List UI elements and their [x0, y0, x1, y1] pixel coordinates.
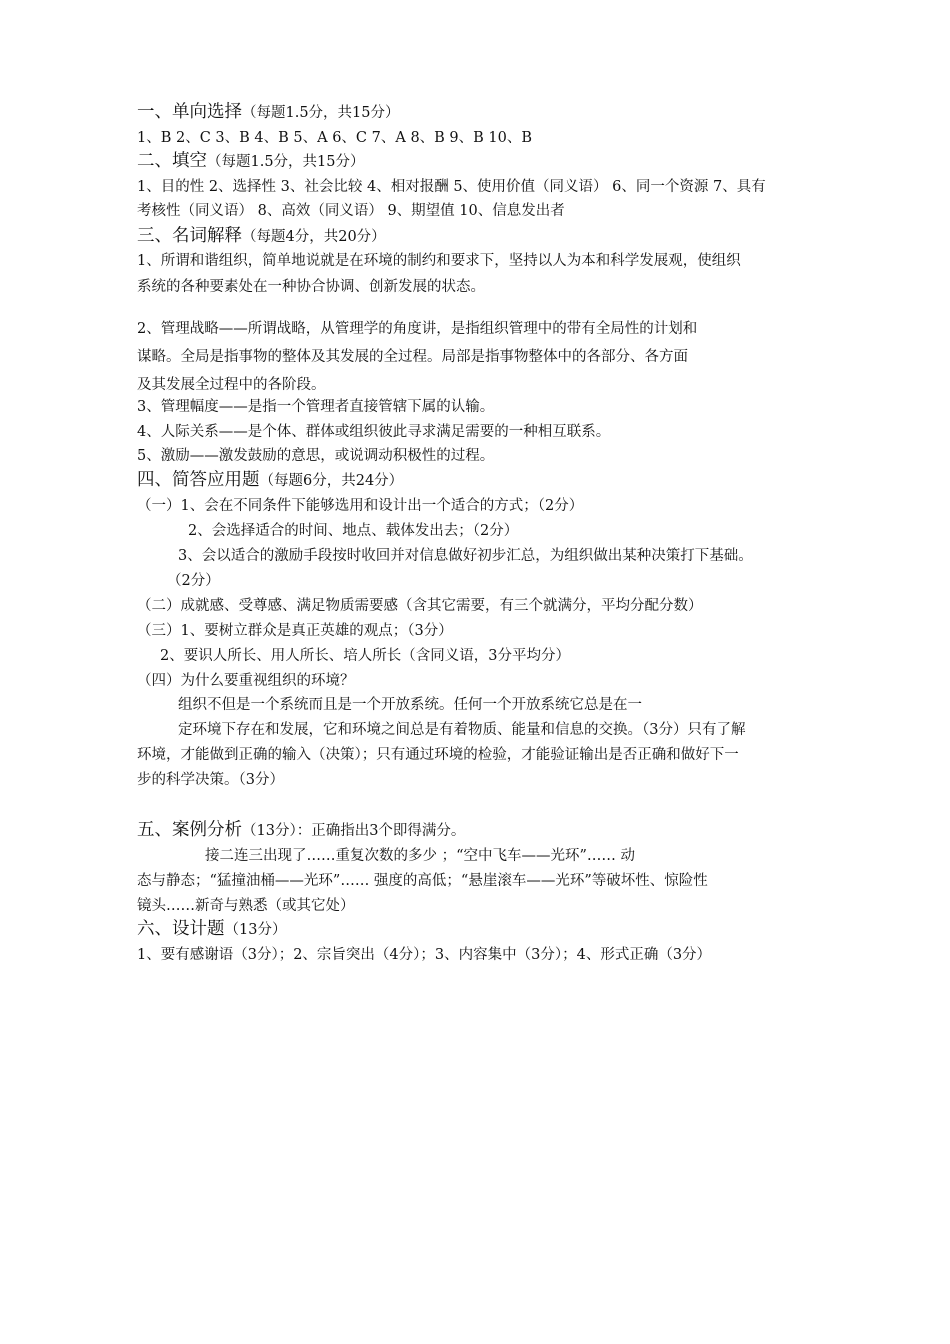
section-1-answers: 1、B 2、C 3、B 4、B 5、A 6、C 7、A 8、B 9、B 10、B [137, 130, 533, 146]
section-6-note: （13分） [224, 922, 287, 938]
section-3-line-8: 5、激励——激发鼓励的意思，或说调动积极性的过程。 [137, 448, 495, 464]
section-3-note: （每题4分，共20分） [242, 229, 386, 245]
section-2-note: （每题1.5分，共15分） [207, 154, 365, 170]
section-5-line-1: 接二连三出现了……重复次数的多少 ；“空中飞车——光环”…… 动 [205, 848, 636, 864]
section-4-line-12: 步的科学决策。（3分） [137, 772, 284, 788]
section-4-note: （每题6分，共24分） [259, 473, 404, 489]
section-3-line-2: 系统的各种要素处在一种协合协调、创新发展的状态。 [137, 279, 485, 295]
section-3-line-6: 3、管理幅度——是指一个管理者直接管辖下属的认输。 [137, 399, 495, 415]
section-4-line-5: （二）成就感、受尊感、满足物质需要感（含其它需要，有三个就满分，平均分配分数） [137, 598, 703, 614]
section-2-line-1: 1、目的性 2、选择性 3、社会比较 4、相对报酬 5、使用价值（同义语） 6、同一个资源 7、具有 [137, 179, 766, 195]
section-1-heading [137, 102, 400, 123]
section-5-note: （13分）：正确指出3个即得满分。 [242, 823, 466, 839]
section-6-title: 六、设计题 [137, 919, 225, 939]
section-4-heading [137, 470, 403, 491]
section-3-line-1: 1、所谓和谐组织，简单地说就是在环境的制约和要求下，坚持以人为本和科学发展观，使组织 [137, 253, 741, 269]
section-2-title: 二、填空 [137, 151, 207, 171]
section-6-heading [137, 919, 286, 940]
section-4-title: 四、简答应用题 [137, 470, 260, 490]
section-2-line-2: 考核性（同义语） 8、高效（同义语） 9、期望值 10、信息发出者 [137, 203, 565, 219]
section-5-line-3: 镜头……新奇与熟悉（或其它处） [137, 898, 355, 914]
section-5-line-2: 态与静态；“猛撞油桶——光环”…… 强度的高低；“悬崖滚车——光环”等破坏性、惊险性 [137, 873, 708, 889]
section-3-line-4: 谋略。全局是指事物的整体及其发展的全过程。局部是指事物整体中的各部分、各方面 [137, 349, 688, 365]
section-4-line-8: （四）为什么要重视组织的环境？ [137, 673, 355, 689]
section-4-line-6: （三）1、要树立群众是真正英雄的观点；（3分） [137, 623, 453, 639]
section-4-line-4: （2分） [167, 573, 220, 589]
section-4-line-2: 2、会选择适合的时间、地点、载体发出去；（2分） [188, 523, 519, 539]
section-5-title: 五、案例分析 [137, 820, 242, 840]
section-4-line-1: （一）1、会在不同条件下能够选用和设计出一个适合的方式；（2分） [137, 498, 584, 514]
section-3-line-7: 4、人际关系——是个体、群体或组织彼此寻求满足需要的一种相互联系。 [137, 424, 611, 440]
section-6-line-1: 1、要有感谢语（3分）；2、宗旨突出（4分）；3、内容集中（3分）；4、形式正确（3分） [137, 947, 712, 963]
section-5-heading [137, 820, 465, 841]
section-3-title: 三、名词解释 [137, 226, 242, 246]
section-3-line-3: 2、管理战略——所谓战略，从管理学的角度讲，是指组织管理中的带有全局性的计划和 [137, 321, 698, 337]
section-2-heading [137, 151, 365, 172]
section-4-line-9: 组织不但是一个系统而且是一个开放系统。任何一个开放系统它总是在一 [178, 697, 642, 713]
section-4-line-7: 2、要识人所长、用人所长、培人所长（含同义语，3分平均分） [160, 648, 570, 664]
section-4-line-3: 3、会以适合的激励手段按时收回并对信息做好初步汇总，为组织做出某种决策打下基础。 [178, 548, 753, 564]
section-3-heading [137, 226, 386, 247]
section-4-line-11: 环境，才能做到正确的输入（决策）；只有通过环境的检验，才能验证输出是否正确和做好下一 [137, 747, 739, 763]
section-1-title: 一、单向选择 [137, 102, 242, 122]
section-3-line-5: 及其发展全过程中的各阶段。 [137, 377, 326, 393]
section-1-note: （每题1.5分，共15分） [242, 105, 400, 121]
section-4-line-10: 定环境下存在和发展，它和环境之间总是有着物质、能量和信息的交换。（3分）只有了解 [178, 722, 746, 738]
